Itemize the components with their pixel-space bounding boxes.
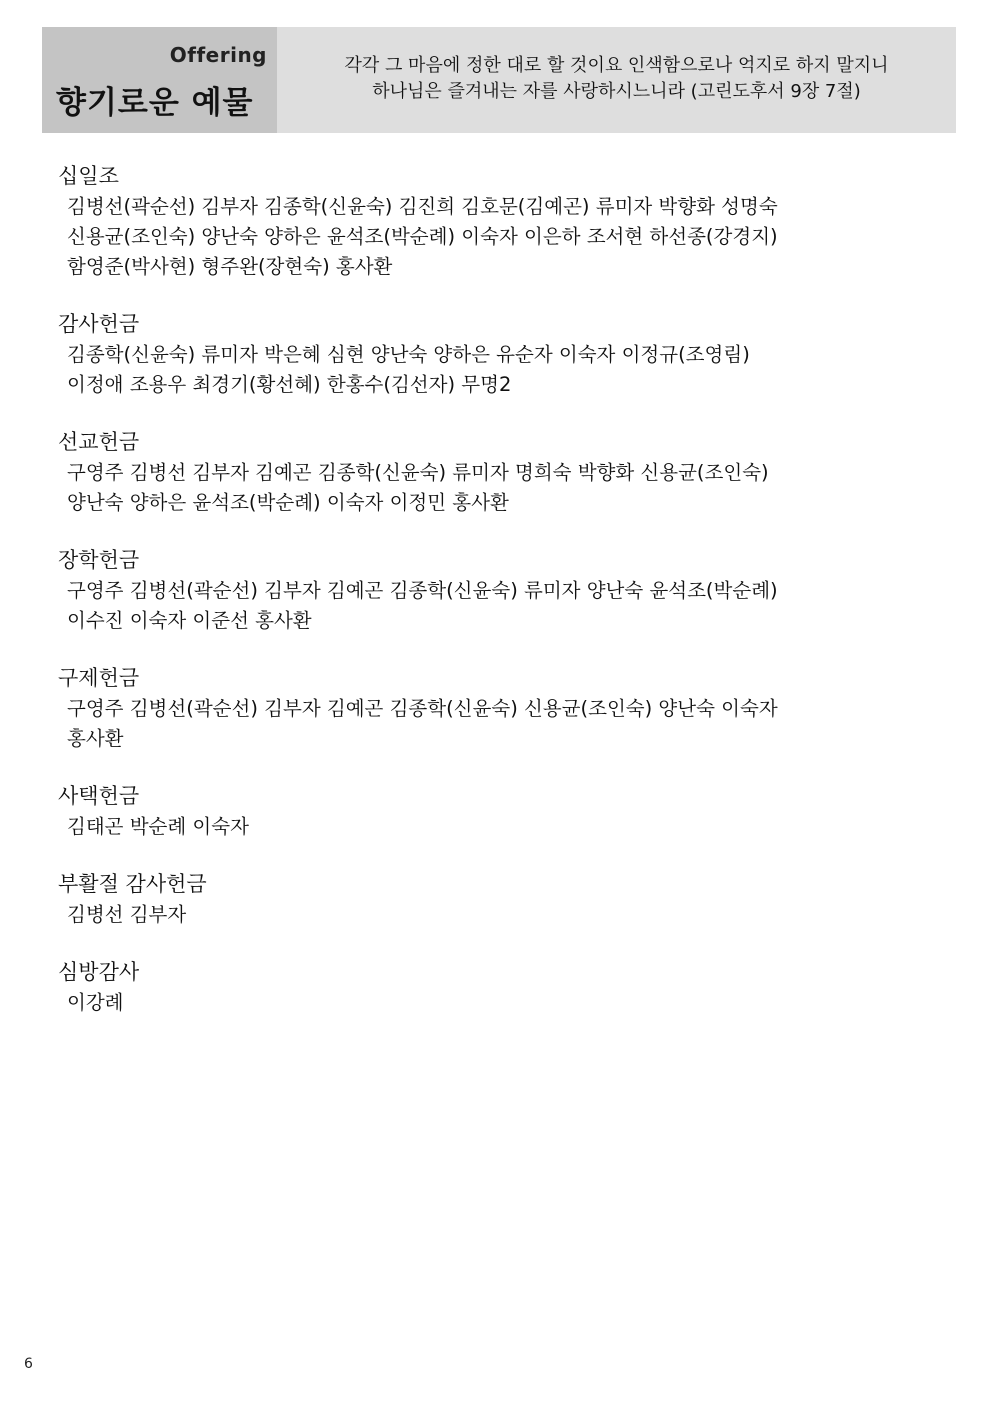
section-thanksgiving — [58, 308, 938, 400]
section-names — [58, 340, 938, 400]
names-line: 김병선(곽순선) 김부자 김종학(신윤숙) 김진희 김호문(김예곤) 류미자 박향화 성명숙 — [67, 195, 778, 218]
section-names — [58, 988, 938, 1018]
header-title-block — [42, 27, 277, 133]
section-parsonage — [58, 780, 938, 842]
names-line: 양난숙 양하은 윤석조(박순례) 이숙자 이정민 홍사환 — [67, 491, 509, 514]
section-title: 선교헌금 — [58, 430, 140, 454]
section-title: 감사헌금 — [58, 312, 140, 336]
names-line: 홍사환 — [67, 727, 124, 750]
section-title: 장학헌금 — [58, 548, 140, 572]
names-line: 신용균(조인숙) 양난숙 양하은 윤석조(박순례) 이숙자 이은하 조서현 하선종(강경지) — [67, 225, 778, 248]
names-line: 김종학(신윤숙) 류미자 박은혜 심현 양난숙 양하은 유순자 이숙자 이정규(조영림) — [67, 343, 750, 366]
section-visitation-thanks — [58, 956, 938, 1018]
section-names — [58, 192, 938, 282]
page-number: 6 — [24, 1356, 33, 1372]
section-title: 부활절 감사헌금 — [58, 872, 207, 896]
names-line: 함영준(박사현) 형주완(장현숙) 홍사환 — [67, 255, 393, 278]
names-line: 이수진 이숙자 이준선 홍사환 — [67, 609, 312, 632]
section-names — [58, 812, 938, 842]
header-title-en: Offering — [169, 43, 267, 67]
section-title: 십일조 — [58, 164, 119, 188]
names-line: 구영주 김병선(곽순선) 김부자 김예곤 김종학(신윤숙) 신용균(조인숙) 양난숙 이숙자 — [67, 697, 778, 720]
header-banner — [42, 27, 956, 133]
names-line: 구영주 김병선(곽순선) 김부자 김예곤 김종학(신윤숙) 류미자 양난숙 윤석조(박순례) — [67, 579, 778, 602]
names-line: 구영주 김병선 김부자 김예곤 김종학(신윤숙) 류미자 명희숙 박향화 신용균(조인숙) — [67, 461, 769, 484]
section-names — [58, 694, 938, 754]
verse-line-2: 하나님은 즐겨내는 자를 사랑하시느니라 (고린도후서 9장 7절) — [372, 81, 861, 102]
section-names — [58, 900, 938, 930]
names-line: 이정애 조용우 최경기(황선혜) 한홍수(김선자) 무명2 — [67, 373, 512, 396]
section-names — [58, 576, 938, 636]
section-title: 심방감사 — [58, 960, 140, 984]
names-line: 김병선 김부자 — [67, 903, 187, 926]
header-verse — [277, 53, 956, 105]
section-title: 구제헌금 — [58, 666, 140, 690]
section-relief — [58, 662, 938, 754]
section-names — [58, 458, 938, 518]
header-title-ko: 향기로운 예물 — [56, 85, 254, 121]
offering-list — [58, 160, 938, 1044]
verse-line-1: 각각 그 마음에 정한 대로 할 것이요 인색함으로나 억지로 하지 말지니 — [344, 55, 889, 76]
section-mission — [58, 426, 938, 518]
names-line: 이강례 — [67, 991, 124, 1014]
section-scholarship — [58, 544, 938, 636]
section-tithe — [58, 160, 938, 282]
names-line: 김태곤 박순례 이숙자 — [67, 815, 249, 838]
section-easter-thanksgiving — [58, 868, 938, 930]
section-title: 사택헌금 — [58, 784, 140, 808]
